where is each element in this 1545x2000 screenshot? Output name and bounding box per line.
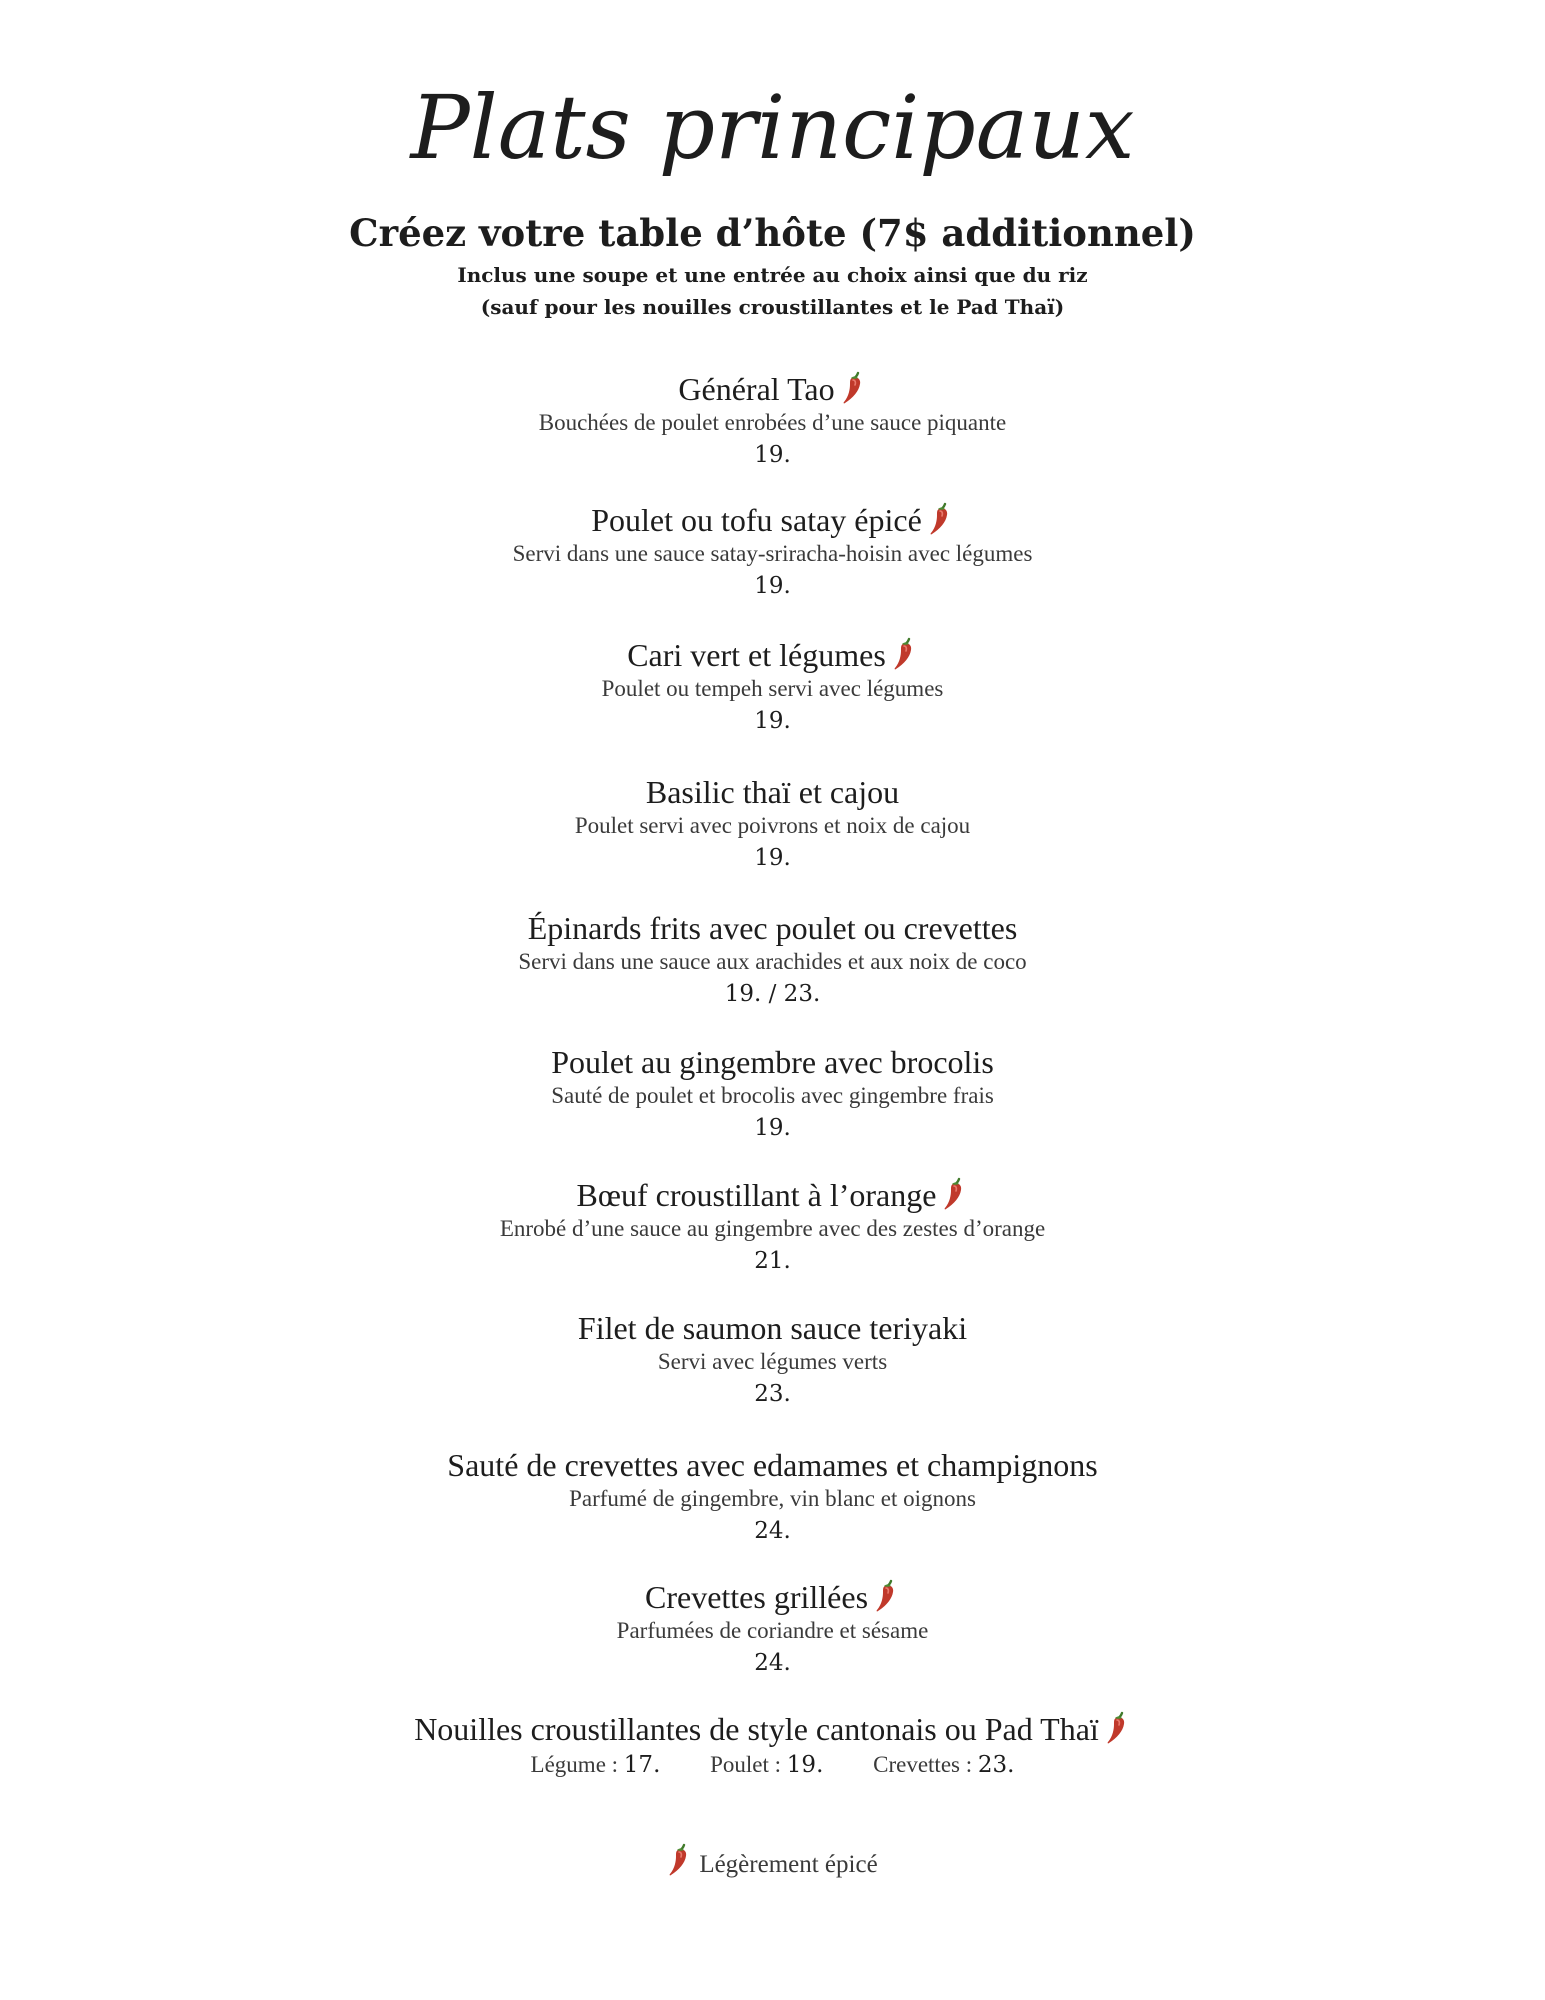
menu-item-name: Filet de saumon sauce teriyaki [577, 1310, 968, 1346]
page-title: Plats principaux [410, 76, 1135, 179]
chili-pepper-icon [874, 1578, 900, 1614]
menu-item-name: Bœuf croustillant à l’orange [576, 1177, 937, 1213]
menu-item-basilic [0, 773, 1545, 875]
noodles-option-legume [531, 1748, 661, 1782]
legend-text: Légèrement épicé [699, 1851, 878, 1878]
chili-pepper-icon [667, 1842, 693, 1878]
menu-item-crevettes-grillees [0, 1578, 1545, 1680]
chili-pepper-icon [841, 370, 867, 406]
menu-item-price: 19. [754, 1115, 791, 1141]
menu-item-name: Poulet ou tofu satay épicé [591, 502, 922, 538]
menu-item-poulet-gingembre [0, 1043, 1545, 1145]
menu-item-description: Servi avec légumes verts [657, 1349, 888, 1374]
table-hote-note-line2: (sauf pour les nouilles croustillantes et le Pad Thaï) [480, 295, 1065, 319]
menu-item-price: 19. / 23. [724, 981, 821, 1007]
menu-item-description: Sauté de poulet et brocolis avec gingembre frais [551, 1083, 994, 1108]
menu-item-price: 19. [754, 845, 791, 871]
menu-item-name: Cari vert et légumes [627, 637, 886, 673]
spicy-legend [0, 1842, 1545, 1883]
menu-item-description: Servi dans une sauce satay-sriracha-hoisin avec légumes [512, 541, 1033, 566]
chili-pepper-icon [928, 501, 954, 537]
menu-item-price: 24. [754, 1518, 791, 1544]
menu-item-name: Basilic thaï et cajou [645, 774, 900, 810]
menu-item-description: Enrobé d’une sauce au gingembre avec des zestes d’orange [499, 1216, 1046, 1241]
menu-item-price: 24. [754, 1650, 791, 1676]
noodles-option-poulet [710, 1748, 823, 1782]
menu-item-description: Parfumé de gingembre, vin blanc et oignons [569, 1486, 976, 1511]
menu-item-epinards [0, 909, 1545, 1011]
table-hote-note-line1: Inclus une soupe et une entrée au choix ainsi que du riz [457, 263, 1088, 287]
menu-item-description: Parfumées de coriandre et sésame [616, 1618, 929, 1643]
option-price: 19. [786, 1752, 824, 1778]
option-label: Poulet : [710, 1752, 787, 1777]
chili-pepper-icon [942, 1176, 968, 1212]
noodles-option-crevettes [873, 1748, 1014, 1782]
menu-item-name: Épinards frits avec poulet ou crevettes [527, 910, 1018, 946]
menu-item-price: 23. [754, 1381, 791, 1407]
chili-pepper-icon [892, 636, 918, 672]
menu-item-boeuf-orange [0, 1176, 1545, 1278]
menu-item-description: Bouchées de poulet enrobées d’une sauce piquante [538, 410, 1007, 435]
menu-item-price: 19. [754, 573, 791, 599]
menu-item-satay [0, 501, 1545, 603]
menu-item-name: Sauté de crevettes avec edamames et champignons [447, 1447, 1098, 1483]
noodles-price-options [0, 1748, 1545, 1782]
menu-item-nouilles [0, 1710, 1545, 1782]
menu-item-description: Poulet servi avec poivrons et noix de cajou [574, 813, 971, 838]
menu-item-price: 21. [754, 1248, 791, 1274]
menu-item-saumon [0, 1309, 1545, 1411]
menu-item-price: 19. [754, 708, 791, 734]
option-label: Crevettes : [873, 1752, 978, 1777]
menu-item-general-tao [0, 370, 1545, 472]
option-price: 23. [977, 1752, 1015, 1778]
menu-item-name: Nouilles croustillantes de style cantonais ou Pad Thaï [414, 1711, 1099, 1747]
table-hote-heading: Créez votre table d’hôte (7$ additionnel) [349, 211, 1196, 255]
menu-item-name: Général Tao [678, 371, 835, 407]
option-price: 17. [623, 1752, 661, 1778]
menu-item-name: Poulet au gingembre avec brocolis [551, 1044, 994, 1080]
menu-item-cari-vert [0, 636, 1545, 738]
chili-pepper-icon [1105, 1710, 1131, 1746]
menu-item-name: Crevettes grillées [644, 1579, 869, 1615]
menu-item-description: Servi dans une sauce aux arachides et aux noix de coco [518, 949, 1027, 974]
menu-item-saute-crevettes [0, 1446, 1545, 1548]
menu-item-description: Poulet ou tempeh servi avec légumes [601, 676, 944, 701]
menu-item-price: 19. [754, 442, 791, 468]
option-label: Légume : [530, 1752, 624, 1777]
